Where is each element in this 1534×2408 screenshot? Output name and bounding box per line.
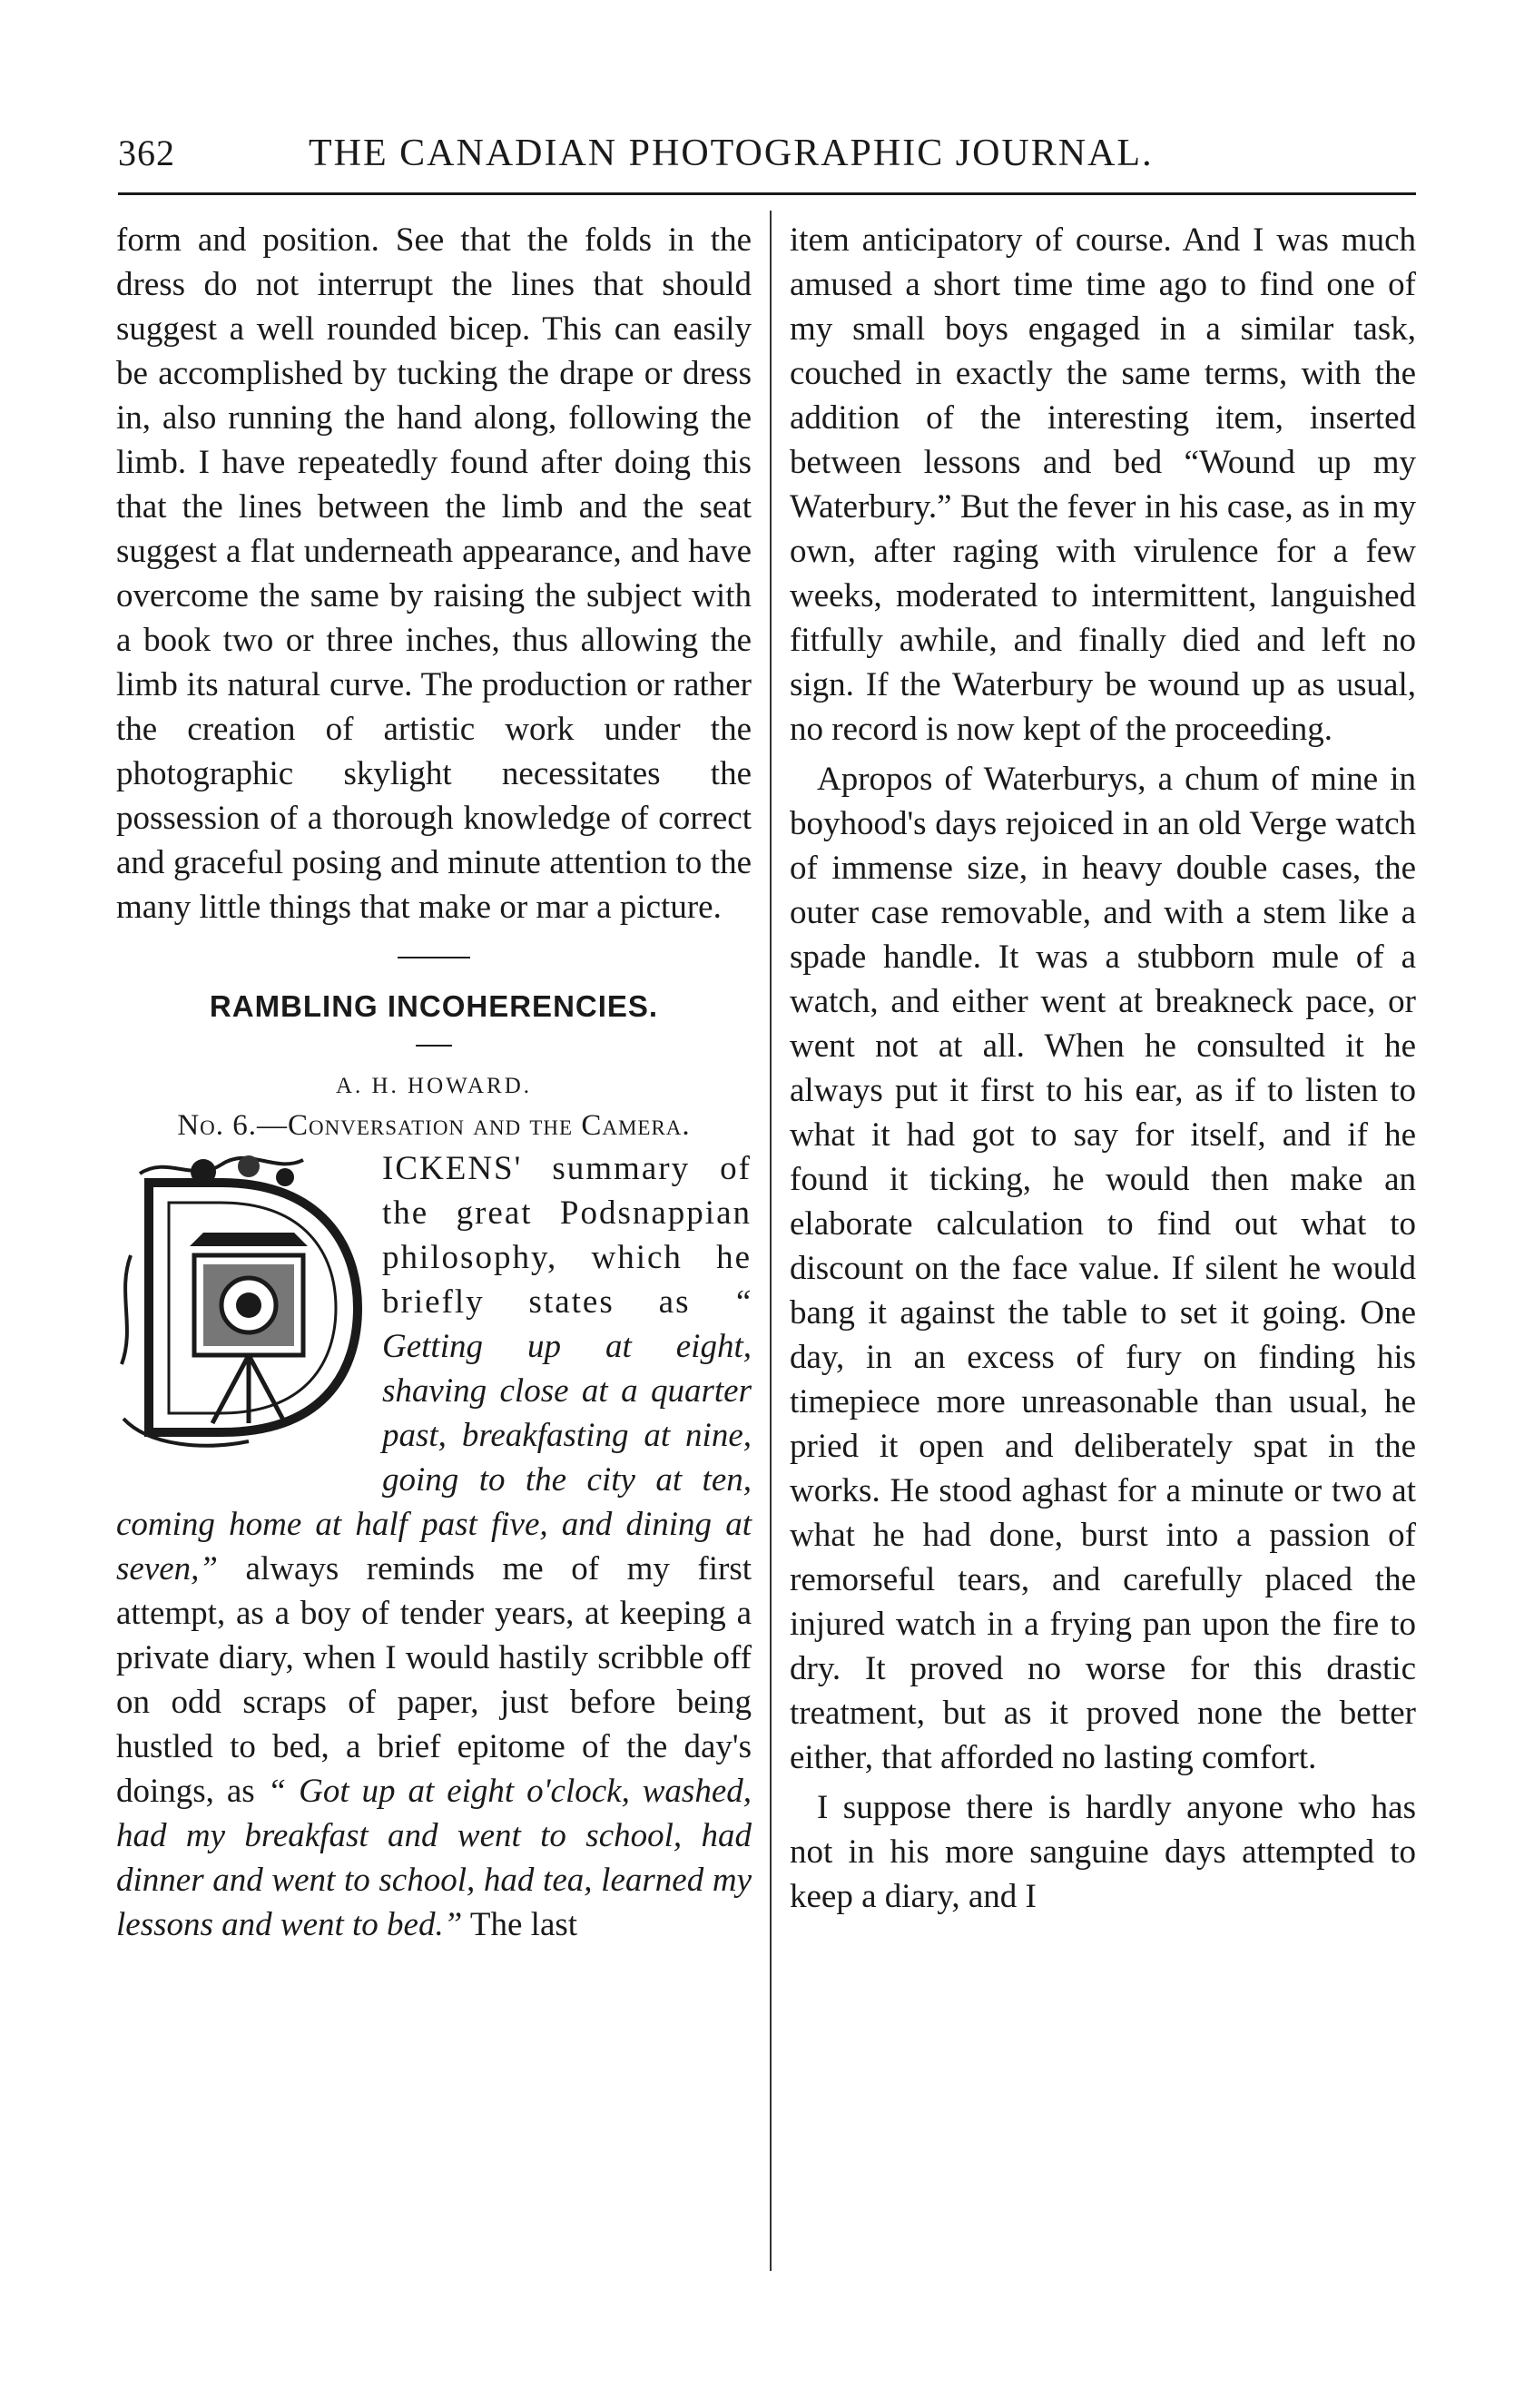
drop-cap-text: ICKENS' summary of the great Podsnappian philosophy, which he briefly states as bbox=[382, 1150, 752, 1321]
body-text: always reminds me of my first attempt, as a boy of tender years, at keeping a private diary, when I would hastily scribble off on odd scraps of paper, just before being hustled to bed, a brief epitome of the day's doings, as bbox=[116, 1550, 752, 1810]
article-title: RAMBLING INCOHERENCIES. bbox=[209, 989, 659, 1023]
author-byline: A. H. HOWARD. bbox=[335, 1074, 533, 1098]
title-divider bbox=[416, 1045, 452, 1047]
running-head: THE CANADIAN PHOTOGRAPHIC JOURNAL. bbox=[309, 133, 1154, 174]
article-body bbox=[116, 1146, 752, 1947]
left-column bbox=[116, 218, 752, 1947]
section-divider bbox=[398, 957, 470, 958]
opening-paragraph: form and position. See that the folds in the dress do not interrupt the lines that should suggest a well rounded bicep. This can easily be accomplished by tucking the drape or dress in, also running the hand along, following the limb. I have repeatedly found after doing this that the lines between the limb and the seat suggest a flat underneath appearance, and have overcome the same by raising the subject with a book two or three inches, thus allowing the limb its natural curve. The production or rather the creation of artistic work under the photographic skylight necessitates the possession of a thorough knowledge of correct and graceful posing and minute attention to the many little things that make or mar a picture. bbox=[116, 221, 752, 926]
diary-quote: “ Got up at eight o'clock, washed, had my breakfast and went to school, had dinner and went to school, had tea, learned my lessons and went to bed.” bbox=[116, 1773, 752, 1943]
ornamental-drop-cap-camera-icon bbox=[113, 1146, 371, 1460]
podsnap-quote: “ Getting up at eight, shaving close at a quarter past, breakfasting at nine, going to the city at ten, coming home at half past five, and dining at seven,” bbox=[116, 1283, 752, 1587]
part-title: No. 6.—Conversation and the Camera. bbox=[177, 1109, 691, 1142]
page-number: 362 bbox=[118, 133, 175, 173]
column-divider bbox=[770, 211, 772, 2271]
right-paragraph-1: item anticipatory of course. And I was much amused a short time time ago to find one of my small boys engaged in a similar task, couched in exactly the same terms, with the addition of the interesting item, inserted between lessons and bed “Wound up my Waterbury.” But the fever in his case, as in my own, after raging with virulence for a few weeks, moderated to intermittent, languished fitfully awhile, and finally died and left no sign. If the Waterbury be wound up as usual, no record is now kept of the proceeding. bbox=[790, 221, 1416, 748]
right-paragraph-3: I suppose there is hardly anyone who has not in his more sanguine days attempted to keep a diary, and I bbox=[790, 1789, 1416, 1915]
header-rule bbox=[118, 192, 1416, 195]
body-text-end: The last bbox=[469, 1906, 578, 1943]
right-column bbox=[790, 218, 1416, 1919]
right-paragraph-2: Apropos of Waterburys, a chum of mine in boyhood's days rejoiced in an old Verge watch of immense size, in heavy double cases, the outer case removable, and with a stem like a spade handle. It was a stubborn mule of a watch, and either went at breakneck pace, or went not at all. When he consulted it he always put it first to his ear, as if to listen to what it had got to say for itself, and if he found it ticking, he would then make an elaborate calculation to find out what to discount on the face value. If silent he would bang it against the table to set it going. One day, in an excess of fury on finding his timepiece more unreasonable than usual, he pried it open and deliberately spat in the works. He stood aghast for a minute or two at what he had done, burst into a passion of remorseful tears, and carefully placed the injured watch in a frying pan upon the fire to dry. It proved no worse for this drastic treatment, but as it proved none the better either, that afforded no lasting comfort. bbox=[790, 761, 1416, 1776]
